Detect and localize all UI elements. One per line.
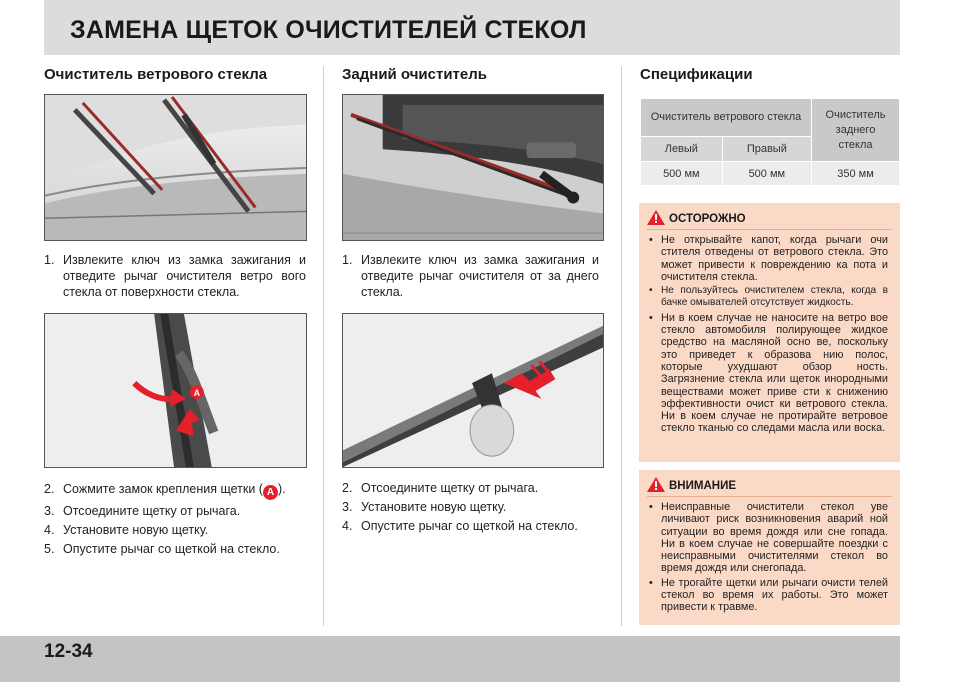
warning-item-text: Неисправные очистители стекол уве личивают риск возникновения аварий ной ситуации во время дождя или сне гопада. Ни в коем случае не совершайте поездки с неисправными очистителями стекол во время дождя или снегопада. — [661, 501, 888, 575]
rear-blade-removal-illustration — [343, 314, 603, 467]
step-item — [342, 518, 612, 534]
wiper-lock-photo — [44, 313, 307, 468]
step-item — [342, 480, 612, 496]
warning-divider — [647, 496, 892, 497]
rear-wiper-illustration — [343, 95, 603, 240]
step-number: 3. — [44, 504, 55, 518]
step-number: 5. — [44, 542, 55, 556]
page-header — [44, 0, 900, 55]
caution-title-text: ОСТОРОЖНО — [669, 213, 746, 225]
step-number: 1. — [44, 253, 55, 267]
windshield-section-title: Очиститель ветрового стекла — [44, 66, 268, 83]
column-divider — [323, 66, 324, 626]
step-text: Установите новую щетку. — [361, 500, 507, 514]
warning-triangle-icon — [647, 477, 665, 495]
step-number: 4. — [44, 523, 55, 537]
step-number: 1. — [342, 253, 353, 267]
wiper-lock-illustration — [45, 314, 306, 467]
caution-list — [647, 234, 888, 435]
step-item — [342, 499, 612, 515]
rear-blade-removal-photo — [342, 313, 604, 468]
step-text-end: ). — [277, 482, 286, 496]
caution-item: • Не пользуйтесь очистителем стекла, когда в бачке омывателей отсутствует жидкость. — [649, 285, 888, 309]
caution-item-text: Не пользуйтесь очистителем стекла, когда в бачке омывателей отсутствует жидкость. — [661, 285, 888, 309]
rear-section-title: Задний очиститель — [342, 66, 487, 83]
page-footer — [0, 636, 900, 682]
step-text: Извлеките ключ из замка зажигания и отведите рычаг очистителя ветро вого стекла от поверхности стекла. — [63, 253, 306, 299]
right-value: 500 мм — [722, 162, 811, 186]
column-divider — [621, 66, 622, 626]
warning-title-text: ВНИМАНИЕ — [669, 480, 737, 492]
rear-wiper-photo — [342, 94, 604, 241]
warning-item: • Неисправные очистители стекол уве личивают риск возникновения аварий ной ситуации во время дождя или сне гопада. Ни в коем случае не совершайте поездки с неисправными очистителями стекол во время дождя или снегопада. — [649, 501, 888, 575]
step-number: 2. — [44, 482, 55, 496]
rear-wiper-header: Очиститель заднего стекла — [812, 99, 900, 162]
rear-steps-1 — [342, 252, 599, 300]
step-item — [44, 503, 316, 519]
step-number: 3. — [342, 500, 353, 514]
step-number: 2. — [342, 481, 353, 495]
wiper-spec-table — [640, 98, 900, 186]
left-value: 500 мм — [641, 162, 723, 186]
step-text: Установите новую щетку. — [63, 523, 209, 537]
callout-a-label: A — [193, 387, 201, 398]
spec-section-title: Спецификации — [640, 66, 753, 83]
callout-a-badge: A — [263, 485, 278, 500]
step-text: Извлеките ключ из замка зажигания и отведите рычаг очистителя от за днего стекла. — [361, 253, 599, 299]
caution-item: • Не открывайте капот, когда рычаги очи стителя отведены от ветрового стекла. Это может привести к повреждению ка пота и очистителя стекла. — [649, 234, 888, 283]
caution-item: • Ни в коем случае не наносите на ветро вое стекло автомобиля полирующее жидкое средство на масляной осно ве, поскольку это приведет к образова нию полос, которые ухудшают обзор ность. Загрязнение стекла или щеток инородными веществами может приве сти к снижению эффективности очист ки ветрового стекла. Ни в коем случае не протирайте ветровое стекло тканью со следами масла или воска. — [649, 311, 888, 435]
step-item — [342, 252, 599, 300]
step-text: Отсоедините щетку от рычага. — [63, 504, 241, 518]
left-header: Левый — [641, 137, 723, 162]
warning-item-text: Не трогайте щетки или рычаги очисти телей стекол во время их работы. Это может привести к травме. — [661, 576, 888, 614]
step-text: Опустите рычаг со щеткой на стекло. — [63, 542, 280, 556]
step-text: Отсоедините щетку от рычага. — [361, 481, 539, 495]
page-number: 12-34 — [44, 641, 93, 662]
caution-divider — [647, 229, 892, 230]
warning-box — [639, 470, 900, 625]
step-item — [44, 522, 316, 538]
right-header: Правый — [722, 137, 811, 162]
page-title: ЗАМЕНА ЩЕТОК ОЧИСТИТЕЛЕЙ СТЕКОЛ — [70, 16, 587, 44]
caution-box — [639, 203, 900, 462]
caution-item-text: Ни в коем случае не наносите на ветро вое стекло автомобиля полирующее жидкое средство на масляной осно ве, поскольку это приведет к образова нию полос, которые ухудшают обзор ность. Загрязнение стекла или щеток инородными веществами может приве сти к снижению эффективности очист ки ветрового стекла. Ни в коем случае не протирайте ветровое стекло тканью со следами масла или воска. — [661, 311, 888, 435]
windshield-wiper-illustration — [45, 95, 306, 240]
rear-value: 350 мм — [812, 162, 900, 186]
caution-item-text: Не открывайте капот, когда рычаги очи стителя отведены от ветрового стекла. Это может привести к повреждению ка пота и очистителя стекла. — [661, 234, 888, 283]
warning-triangle-icon — [647, 210, 665, 228]
caution-title — [647, 210, 746, 228]
rear-steps-2 — [342, 480, 612, 534]
step-text: Опустите рычаг со щеткой на стекло. — [361, 519, 578, 533]
warning-item: • Не трогайте щетки или рычаги очисти телей стекол во время их работы. Это может привести к травме. — [649, 576, 888, 614]
windshield-steps-2 — [44, 481, 316, 557]
warning-list — [647, 501, 888, 614]
step-item — [44, 481, 316, 500]
step-item — [44, 541, 316, 557]
windshield-wiper-photo — [44, 94, 307, 241]
front-wiper-header: Очиститель ветрового стекла — [641, 99, 812, 137]
step-text: Сожмите замок крепления щетки ( — [63, 482, 263, 496]
warning-title — [647, 477, 736, 495]
windshield-steps-1 — [44, 252, 306, 300]
step-number: 4. — [342, 519, 353, 533]
step-item — [44, 252, 306, 300]
